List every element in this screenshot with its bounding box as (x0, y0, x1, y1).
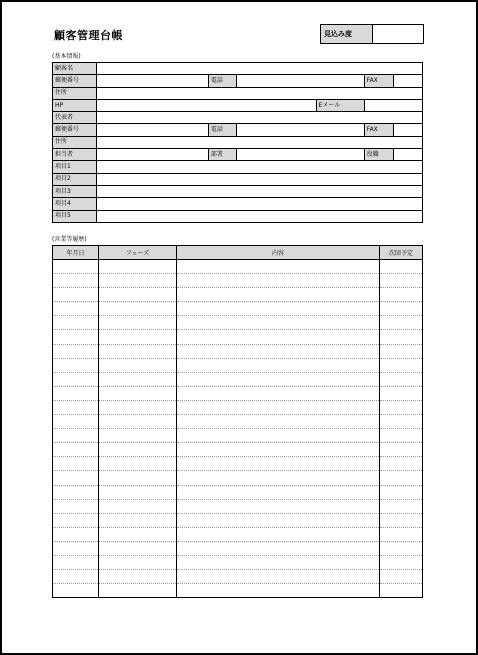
history-cell-date[interactable] (53, 527, 99, 541)
history-cell-date[interactable] (53, 584, 99, 598)
history-cell-phase[interactable] (99, 330, 177, 344)
history-row (53, 386, 423, 400)
history-cell-phase[interactable] (99, 358, 177, 372)
history-cell-next[interactable] (380, 386, 423, 400)
history-cell-next[interactable] (380, 400, 423, 414)
history-cell-date[interactable] (53, 457, 99, 471)
history-cell-next[interactable] (380, 372, 423, 386)
history-cell-next[interactable] (380, 541, 423, 555)
history-cell-next[interactable] (380, 555, 423, 569)
history-cell-phase[interactable] (99, 386, 177, 400)
dept-label: 部署 (208, 149, 236, 161)
history-cell-date[interactable] (53, 415, 99, 429)
phone2-field[interactable] (236, 124, 364, 136)
history-row (53, 457, 423, 471)
history-cell-content[interactable] (177, 443, 380, 457)
phone-label: 電話 (208, 75, 236, 87)
postal2-field[interactable] (97, 124, 209, 136)
history-cell-date[interactable] (53, 288, 99, 302)
history-row (53, 555, 423, 569)
address-label: 住所 (53, 87, 97, 99)
history-cell-phase[interactable] (99, 485, 177, 499)
fax2-label: FAX (364, 124, 393, 136)
history-cell-content[interactable] (177, 400, 380, 414)
history-cell-date[interactable] (53, 400, 99, 414)
history-cell-content[interactable] (177, 316, 380, 330)
history-cell-date[interactable] (53, 499, 99, 513)
postal-field[interactable] (97, 75, 209, 87)
history-cell-phase[interactable] (99, 584, 177, 598)
history-cell-phase[interactable] (99, 260, 177, 274)
history-row (53, 288, 423, 302)
history-cell-date[interactable] (53, 344, 99, 358)
history-cell-next[interactable] (380, 443, 423, 457)
history-cell-phase[interactable] (99, 344, 177, 358)
history-cell-content[interactable] (177, 302, 380, 316)
history-cell-next[interactable] (380, 429, 423, 443)
history-cell-phase[interactable] (99, 513, 177, 527)
prospect-label: 見込み度 (321, 25, 373, 43)
history-cell-content[interactable] (177, 358, 380, 372)
history-cell-content[interactable] (177, 260, 380, 274)
phone2-label: 電話 (208, 124, 236, 136)
history-cell-date[interactable] (53, 316, 99, 330)
representative-label: 代表者 (53, 112, 97, 124)
item2-field[interactable] (97, 173, 423, 185)
history-cell-phase[interactable] (99, 499, 177, 513)
history-cell-date[interactable] (53, 429, 99, 443)
history-cell-content[interactable] (177, 330, 380, 344)
item3-field[interactable] (97, 185, 423, 197)
history-cell-date[interactable] (53, 358, 99, 372)
history-cell-date[interactable] (53, 570, 99, 584)
history-row (53, 485, 423, 499)
basic-info-heading: (基本情報) (52, 53, 81, 60)
email-field[interactable] (364, 99, 422, 111)
history-cell-next[interactable] (380, 302, 423, 316)
history-cell-phase[interactable] (99, 555, 177, 569)
history-cell-date[interactable] (53, 302, 99, 316)
history-row (53, 358, 423, 372)
history-cell-phase[interactable] (99, 288, 177, 302)
history-cell-date[interactable] (53, 260, 99, 274)
customer-name-field[interactable] (97, 63, 423, 75)
history-cell-content[interactable] (177, 471, 380, 485)
history-row (53, 499, 423, 513)
item3-label: 項目3 (53, 185, 97, 197)
history-cell-date[interactable] (53, 443, 99, 457)
basic-info-table (52, 62, 423, 223)
history-cell-phase[interactable] (99, 274, 177, 288)
history-cell-content[interactable] (177, 288, 380, 302)
history-cell-content[interactable] (177, 485, 380, 499)
history-row (53, 429, 423, 443)
history-cell-phase[interactable] (99, 372, 177, 386)
history-row (53, 372, 423, 386)
history-cell-phase[interactable] (99, 443, 177, 457)
history-row (53, 443, 423, 457)
history-cell-content[interactable] (177, 499, 380, 513)
history-row (53, 513, 423, 527)
fax2-field[interactable] (393, 124, 422, 136)
history-cell-date[interactable] (53, 386, 99, 400)
history-cell-phase[interactable] (99, 541, 177, 555)
position-label: 役職 (364, 149, 393, 161)
history-row (53, 330, 423, 344)
history-cell-next[interactable] (380, 415, 423, 429)
item5-field[interactable] (97, 210, 423, 222)
history-cell-date[interactable] (53, 541, 99, 555)
history-row (53, 527, 423, 541)
item4-field[interactable] (97, 198, 423, 210)
prospect-value[interactable] (373, 25, 423, 43)
item2-label: 項目2 (53, 173, 97, 185)
person-label: 担当者 (53, 149, 97, 161)
history-cell-content[interactable] (177, 584, 380, 598)
history-row (53, 302, 423, 316)
history-cell-content[interactable] (177, 570, 380, 584)
item5-label: 項目5 (53, 210, 97, 222)
dept-field[interactable] (236, 149, 364, 161)
customer-name-label: 顧客名 (53, 63, 97, 75)
history-heading: (営業等履歴) (52, 236, 87, 243)
history-cell-phase[interactable] (99, 527, 177, 541)
history-header-content: 内容 (177, 246, 380, 260)
fax-label: FAX (364, 75, 393, 87)
history-cell-content[interactable] (177, 513, 380, 527)
history-cell-phase[interactable] (99, 429, 177, 443)
history-cell-date[interactable] (53, 471, 99, 485)
postal-label: 郵便番号 (53, 75, 97, 87)
history-row (53, 316, 423, 330)
item1-field[interactable] (97, 161, 423, 173)
history-cell-next[interactable] (380, 316, 423, 330)
history-cell-next[interactable] (380, 457, 423, 471)
hp-label: HP (53, 99, 97, 111)
email-label: Eメール (316, 99, 364, 111)
history-row (53, 471, 423, 485)
history-header-phase: フェーズ (99, 246, 177, 260)
history-row (53, 584, 423, 598)
history-cell-next[interactable] (380, 499, 423, 513)
history-cell-date[interactable] (53, 513, 99, 527)
document-title: 顧客管理台帳 (54, 29, 123, 42)
history-cell-phase[interactable] (99, 570, 177, 584)
history-cell-content[interactable] (177, 344, 380, 358)
address-field[interactable] (97, 87, 423, 99)
history-cell-phase[interactable] (99, 457, 177, 471)
history-row (53, 260, 423, 274)
history-cell-content[interactable] (177, 386, 380, 400)
history-cell-next[interactable] (380, 288, 423, 302)
history-cell-content[interactable] (177, 555, 380, 569)
history-cell-content[interactable] (177, 415, 380, 429)
history-cell-next[interactable] (380, 513, 423, 527)
item1-label: 項目1 (53, 161, 97, 173)
history-cell-content[interactable] (177, 457, 380, 471)
history-header-next: 次回予定 (380, 246, 423, 260)
address2-label: 住所 (53, 136, 97, 148)
history-cell-date[interactable] (53, 330, 99, 344)
history-cell-phase[interactable] (99, 415, 177, 429)
history-table (52, 245, 423, 598)
history-cell-next[interactable] (380, 274, 423, 288)
history-cell-phase[interactable] (99, 400, 177, 414)
history-cell-next[interactable] (380, 358, 423, 372)
hp-field[interactable] (97, 99, 316, 111)
history-cell-content[interactable] (177, 541, 380, 555)
history-row (53, 541, 423, 555)
history-cell-next[interactable] (380, 260, 423, 274)
history-cell-phase[interactable] (99, 316, 177, 330)
history-cell-phase[interactable] (99, 471, 177, 485)
representative-field[interactable] (97, 112, 423, 124)
position-field[interactable] (393, 149, 422, 161)
history-cell-next[interactable] (380, 584, 423, 598)
history-cell-date[interactable] (53, 372, 99, 386)
history-cell-content[interactable] (177, 274, 380, 288)
history-cell-date[interactable] (53, 485, 99, 499)
phone-field[interactable] (236, 75, 364, 87)
history-cell-content[interactable] (177, 429, 380, 443)
history-row (53, 344, 423, 358)
history-cell-next[interactable] (380, 527, 423, 541)
history-row (53, 400, 423, 414)
history-cell-content[interactable] (177, 372, 380, 386)
postal2-label: 郵便番号 (53, 124, 97, 136)
item4-label: 項目4 (53, 198, 97, 210)
history-cell-next[interactable] (380, 471, 423, 485)
history-cell-content[interactable] (177, 527, 380, 541)
history-cell-date[interactable] (53, 274, 99, 288)
history-row (53, 570, 423, 584)
prospect-box (320, 24, 424, 44)
history-cell-next[interactable] (380, 485, 423, 499)
history-row (53, 274, 423, 288)
address2-field[interactable] (97, 136, 423, 148)
history-cell-next[interactable] (380, 344, 423, 358)
history-cell-next[interactable] (380, 330, 423, 344)
history-body (53, 260, 423, 598)
history-cell-next[interactable] (380, 570, 423, 584)
fax-field[interactable] (393, 75, 422, 87)
history-header-date: 年月日 (53, 246, 99, 260)
history-row (53, 415, 423, 429)
history-cell-phase[interactable] (99, 302, 177, 316)
person-field[interactable] (97, 149, 209, 161)
history-cell-date[interactable] (53, 555, 99, 569)
